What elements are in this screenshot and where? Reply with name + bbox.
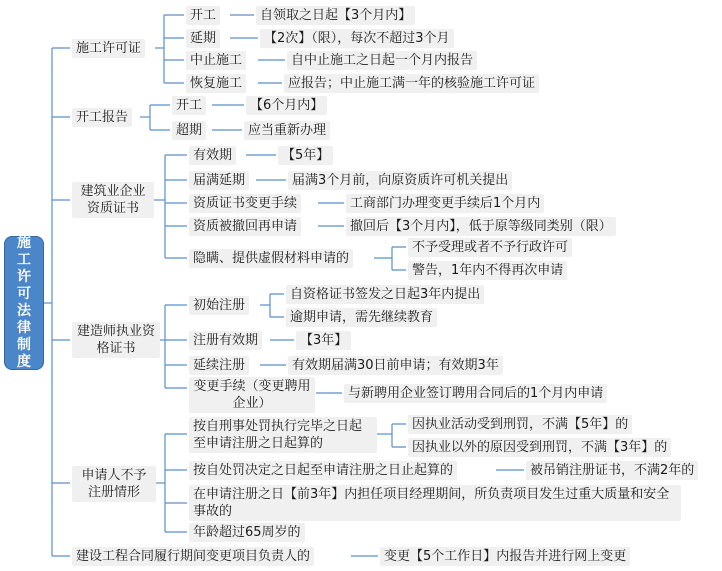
value-yinman-2: 警告，1年内不得再次申请 — [408, 261, 567, 280]
value-kaigong-2: 【6个月内】 — [246, 96, 327, 115]
node-kaigong-2[interactable]: 开工 — [172, 96, 206, 115]
branch-shigong-xukezheng[interactable]: 施工许可证 — [72, 39, 145, 58]
node-kaigong[interactable]: 开工 — [186, 6, 220, 25]
root-node[interactable]: 施工许可法律制度 — [4, 236, 44, 370]
value-youxiaoqi: 【5年】 — [278, 146, 333, 165]
value-xingzheng-chufa: 被吊销注册证书，不满2年的 — [526, 461, 698, 480]
value-chushi-1: 自资格证书签发之日起3年内提出 — [286, 285, 484, 304]
value-jieman-yanqi: 届满3个月前，向原资质许可机关提出 — [288, 171, 512, 190]
branch-kaigong-baogao[interactable]: 开工报告 — [72, 108, 132, 127]
node-yanqi[interactable]: 延期 — [186, 29, 220, 48]
value-zizhi-biangeng: 工商部门办理变更手续后1个月内 — [346, 194, 544, 213]
node-zizhi-chehui[interactable]: 资质被撤回再申请 — [189, 217, 301, 236]
branch-jianzaoshi-zige[interactable]: 建造师执业资格证书 — [72, 322, 160, 358]
node-yanxu-zhuce[interactable]: 延续注册 — [189, 356, 249, 375]
node-youxiaoqi[interactable]: 有效期 — [189, 146, 236, 165]
value-yanqi: 【2次】（限），每次不超过3个月 — [260, 29, 454, 48]
branch-jianzhuye-zizhi[interactable]: 建筑业企业资质证书 — [72, 182, 154, 218]
node-chushi-zhuce[interactable]: 初始注册 — [189, 296, 249, 315]
node-xingzheng-chufa[interactable]: 按自处罚决定之日起至申请注册之日止起算的 — [189, 461, 457, 480]
branch-biangeng-fuzeren[interactable]: 建设工程合同履行期间变更项目负责人的 — [72, 547, 314, 566]
node-nianling[interactable]: 年龄超过65周岁的 — [189, 523, 305, 542]
node-zhongda-shigu[interactable]: 在申请注册之日【前3年】内担任项目经理期间，所负责项目发生过重大质量和安全事故的 — [189, 485, 681, 521]
value-kaigong: 自领取之日起【3个月内】 — [256, 6, 415, 25]
node-yinman-xujia[interactable]: 隐瞒、提供虚假材料申请的 — [189, 249, 353, 268]
value-zhuce-youxiaoqi: 【3年】 — [296, 331, 351, 350]
value-zhongzhi-shigong: 自中止施工之日起一个月内报告 — [287, 51, 477, 70]
node-biangeng-pinyong[interactable]: 变更手续（变更聘用企业） — [189, 377, 315, 413]
value-xingshi-1: 因执业活动受到刑罚，不满【5年】的 — [408, 415, 632, 434]
value-chushi-2: 逾期申请，需先继续教育 — [286, 308, 437, 327]
node-huifu-shigong[interactable]: 恢复施工 — [186, 74, 246, 93]
node-chaoqi[interactable]: 超期 — [172, 121, 206, 140]
branch-buyu-zhuce[interactable]: 申请人不予注册情形 — [72, 466, 156, 502]
value-xingshi-2: 因执业以外的原因受到刑罚，不满【3年】的 — [408, 438, 671, 457]
value-huifu-shigong: 应报告；中止施工满一年的核验施工许可证 — [284, 74, 539, 93]
value-yanxu-zhuce: 有效期届满30日前申请；有效期3年 — [288, 356, 503, 375]
node-zhuce-youxiaoqi[interactable]: 注册有效期 — [189, 331, 262, 350]
value-yinman-1: 不予受理或者不予行政许可 — [408, 238, 572, 257]
node-xingshi-chufa[interactable]: 按自刑事处罚执行完毕之日起至申请注册之日起算的 — [189, 417, 377, 453]
node-zhongzhi-shigong[interactable]: 中止施工 — [186, 51, 246, 70]
value-biangeng-fuzeren: 变更【5个工作日】内报告并进行网上变更 — [380, 547, 630, 566]
value-chaoqi: 应当重新办理 — [244, 121, 330, 140]
node-jieman-yanqi[interactable]: 届满延期 — [189, 171, 249, 190]
value-zizhi-chehui: 撤回后【3个月内】，低于原等级同类别（限） — [346, 217, 616, 236]
value-biangeng-pinyong: 与新聘用企业签订聘用合同后的1个月内申请 — [344, 384, 607, 403]
node-zizhi-biangeng[interactable]: 资质证书变更手续 — [189, 194, 301, 213]
